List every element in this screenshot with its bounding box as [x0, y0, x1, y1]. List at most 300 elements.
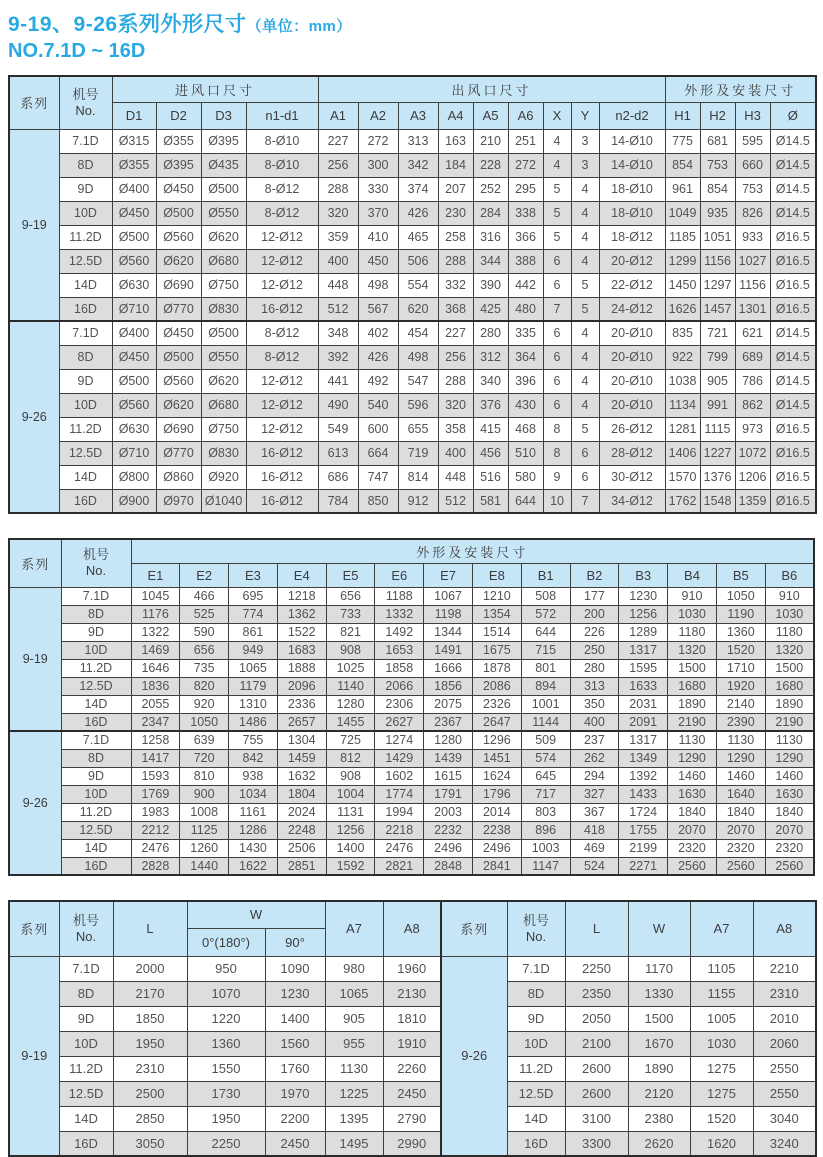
value-cell: Ø500 [156, 201, 201, 225]
table-row [9, 857, 814, 875]
model-no-cell: 14D [59, 465, 112, 489]
value-cell: 358 [438, 417, 473, 441]
value-cell: 1038 [665, 369, 700, 393]
value-cell: 20-Ø10 [599, 345, 665, 369]
value-cell: 1392 [619, 767, 668, 785]
value-cell: 2500 [113, 1081, 187, 1106]
value-cell: Ø14.5 [770, 345, 816, 369]
value-cell: 5 [543, 177, 571, 201]
value-cell: Ø620 [201, 369, 246, 393]
value-cell: 1593 [131, 767, 180, 785]
value-cell: 1500 [668, 659, 717, 677]
value-cell: 717 [521, 785, 570, 803]
value-cell: 2055 [131, 695, 180, 713]
value-cell: 6 [543, 345, 571, 369]
value-cell: 2075 [424, 695, 473, 713]
series-label: 9-19 [9, 956, 59, 1156]
value-cell: 1994 [375, 803, 424, 821]
model-no-cell: 16D [59, 1131, 113, 1156]
value-cell: 8-Ø12 [246, 321, 318, 345]
value-cell: 1130 [716, 731, 765, 749]
model-no-cell: 9D [59, 369, 112, 393]
col-header-d2: D2 [156, 102, 201, 129]
value-cell: 1630 [765, 785, 814, 803]
value-cell: Ø920 [201, 465, 246, 489]
value-cell: Ø710 [112, 297, 156, 321]
value-cell: 1878 [472, 659, 521, 677]
value-cell: 574 [521, 749, 570, 767]
value-cell: Ø500 [201, 321, 246, 345]
value-cell: 20-Ø10 [599, 369, 665, 393]
value-cell: 4 [571, 369, 599, 393]
value-cell: 1344 [424, 623, 473, 641]
model-no-cell: 12.5D [61, 821, 131, 839]
value-cell: 933 [735, 225, 770, 249]
value-cell: 1049 [665, 201, 700, 225]
value-cell: 8 [543, 441, 571, 465]
value-cell: 512 [318, 297, 358, 321]
value-cell: 177 [570, 587, 619, 605]
table-row [9, 659, 814, 677]
value-cell: 2031 [619, 695, 668, 713]
value-cell: 2070 [668, 821, 717, 839]
value-cell: 2560 [668, 857, 717, 875]
col-header-b1: B1 [521, 563, 570, 587]
value-cell: 4 [571, 345, 599, 369]
value-cell: 2238 [472, 821, 521, 839]
value-cell: 1457 [700, 297, 735, 321]
table-row [9, 441, 816, 465]
value-cell: 12-Ø12 [246, 417, 318, 441]
value-cell: 344 [473, 249, 508, 273]
table-row [9, 749, 814, 767]
value-cell: Ø500 [156, 345, 201, 369]
value-cell: 2200 [265, 1106, 325, 1131]
table-row [9, 129, 816, 153]
value-cell: 1130 [765, 731, 814, 749]
value-cell: 388 [508, 249, 543, 273]
value-cell: 656 [180, 641, 229, 659]
value-cell: 524 [570, 857, 619, 875]
model-no-cell: 16D [61, 857, 131, 875]
value-cell: 418 [570, 821, 619, 839]
value-cell: 1296 [472, 731, 521, 749]
series-label: 9-19 [9, 587, 61, 731]
value-cell: Ø860 [156, 465, 201, 489]
value-cell: 753 [735, 177, 770, 201]
value-cell: 425 [473, 297, 508, 321]
value-cell: 1970 [265, 1081, 325, 1106]
value-cell: 980 [325, 956, 383, 981]
value-cell: 1840 [765, 803, 814, 821]
col-header-series: 系列 [9, 539, 61, 587]
value-cell: 1856 [424, 677, 473, 695]
value-cell: 810 [180, 767, 229, 785]
value-cell: 14-Ø10 [599, 129, 665, 153]
value-cell: 775 [665, 129, 700, 153]
group-header-inlet: 进风口尺寸 [112, 76, 318, 102]
value-cell: 295 [508, 177, 543, 201]
model-no-cell: 11.2D [59, 1056, 113, 1081]
value-cell: 1836 [131, 677, 180, 695]
value-cell: 1161 [229, 803, 278, 821]
model-no-cell: 9D [59, 177, 112, 201]
value-cell: 3300 [565, 1131, 628, 1156]
value-cell: 2848 [424, 857, 473, 875]
value-cell: 3100 [565, 1106, 628, 1131]
col-header-a6: A6 [508, 102, 543, 129]
value-cell: 1225 [325, 1081, 383, 1106]
model-no-cell: 7.1D [59, 321, 112, 345]
value-cell: 1429 [375, 749, 424, 767]
value-cell: 441 [318, 369, 358, 393]
value-cell: 4 [543, 129, 571, 153]
value-cell: 1180 [668, 623, 717, 641]
model-no-cell: 10D [61, 785, 131, 803]
value-cell: 1297 [700, 273, 735, 297]
value-cell: 2070 [716, 821, 765, 839]
value-cell: 2091 [619, 713, 668, 731]
value-cell: 184 [438, 153, 473, 177]
value-cell: 2050 [565, 1006, 628, 1031]
value-cell: 1810 [383, 1006, 441, 1031]
value-cell: 390 [473, 273, 508, 297]
value-cell: 18-Ø12 [599, 225, 665, 249]
value-cell: 1027 [735, 249, 770, 273]
col-header-w0: 0°(180°) [187, 928, 265, 956]
value-cell: 1796 [472, 785, 521, 803]
value-cell: 509 [521, 731, 570, 749]
value-cell: 227 [438, 321, 473, 345]
value-cell: 2260 [383, 1056, 441, 1081]
table-row [9, 677, 814, 695]
value-cell: 2647 [472, 713, 521, 731]
value-cell: 1890 [765, 695, 814, 713]
value-cell: 1514 [472, 623, 521, 641]
value-cell: 1710 [716, 659, 765, 677]
value-cell: 1400 [265, 1006, 325, 1031]
col-header-h3: H3 [735, 102, 770, 129]
value-cell: 1125 [180, 821, 229, 839]
value-cell: 1460 [716, 767, 765, 785]
value-cell: 2560 [765, 857, 814, 875]
value-cell: 370 [358, 201, 398, 225]
value-cell: 6 [571, 465, 599, 489]
value-cell: 1983 [131, 803, 180, 821]
value-cell: 1469 [131, 641, 180, 659]
table-row [9, 297, 816, 321]
value-cell: 327 [570, 785, 619, 803]
value-cell: 5 [571, 417, 599, 441]
value-cell: 1354 [472, 605, 521, 623]
value-cell: 12-Ø12 [246, 273, 318, 297]
value-cell: 410 [358, 225, 398, 249]
value-cell: 1633 [619, 677, 668, 695]
value-cell: 330 [358, 177, 398, 201]
value-cell: 1622 [229, 857, 278, 875]
value-cell: 1005 [690, 1006, 753, 1031]
model-no-cell: 10D [61, 641, 131, 659]
value-cell: 2550 [753, 1081, 816, 1106]
value-cell: 4 [571, 249, 599, 273]
table-row [9, 369, 816, 393]
value-cell: 12-Ø12 [246, 249, 318, 273]
value-cell: 644 [508, 489, 543, 513]
model-no-cell: 7.1D [61, 731, 131, 749]
value-cell: 1850 [113, 1006, 187, 1031]
value-cell: 2560 [716, 857, 765, 875]
col-header-n2d2: n2-d2 [599, 102, 665, 129]
value-cell: 922 [665, 345, 700, 369]
model-no-cell: 16D [59, 489, 112, 513]
col-header-series: 系列 [9, 76, 59, 129]
value-cell: 200 [570, 605, 619, 623]
value-cell: 1395 [325, 1106, 383, 1131]
value-cell: Ø620 [156, 393, 201, 417]
value-cell: 210 [473, 129, 508, 153]
value-cell: 12-Ø12 [246, 393, 318, 417]
value-cell: 854 [700, 177, 735, 201]
value-cell: 280 [473, 321, 508, 345]
table-row [9, 839, 814, 857]
value-cell: 1280 [424, 731, 473, 749]
model-no-cell: 8D [507, 981, 565, 1006]
value-cell: 1495 [325, 1131, 383, 1156]
value-cell: 801 [521, 659, 570, 677]
value-cell: Ø550 [201, 201, 246, 225]
value-cell: 2232 [424, 821, 473, 839]
value-cell: 3050 [113, 1131, 187, 1156]
value-cell: 1275 [690, 1081, 753, 1106]
value-cell: 1144 [521, 713, 570, 731]
value-cell: 465 [398, 225, 438, 249]
col-header-model-cn: 机号 [82, 547, 109, 562]
value-cell: 910 [668, 587, 717, 605]
value-cell: 1950 [187, 1106, 265, 1131]
value-cell: Ø14.5 [770, 393, 816, 417]
model-no-cell: 14D [59, 1106, 113, 1131]
value-cell: 1320 [765, 641, 814, 659]
col-header-w90: 90° [265, 928, 325, 956]
group-header-mounting: 外形及安装尺寸 [665, 76, 816, 102]
value-cell: 250 [570, 641, 619, 659]
value-cell: 448 [318, 273, 358, 297]
col-header-a2: A2 [358, 102, 398, 129]
page-title-unit: （单位：mm） [246, 18, 352, 35]
value-cell: 1156 [735, 273, 770, 297]
table-row [9, 201, 816, 225]
group-header-w: W [187, 901, 325, 928]
value-cell: 400 [570, 713, 619, 731]
col-header-a5: A5 [473, 102, 508, 129]
table-row [9, 767, 814, 785]
value-cell: 1620 [690, 1131, 753, 1156]
value-cell: 973 [735, 417, 770, 441]
value-cell: 938 [229, 767, 278, 785]
value-cell: 20-Ø12 [599, 249, 665, 273]
value-cell: Ø355 [156, 129, 201, 153]
value-cell: Ø690 [156, 273, 201, 297]
value-cell: Ø16.5 [770, 417, 816, 441]
value-cell: 1289 [619, 623, 668, 641]
value-cell: 2320 [668, 839, 717, 857]
value-cell: 320 [438, 393, 473, 417]
model-no-cell: 10D [59, 201, 112, 225]
value-cell: 252 [473, 177, 508, 201]
value-cell: 715 [521, 641, 570, 659]
col-header-model-en: No. [525, 928, 547, 944]
value-cell: 689 [735, 345, 770, 369]
model-no-cell: 9D [61, 767, 131, 785]
value-cell: 572 [521, 605, 570, 623]
model-no-cell: 8D [61, 605, 131, 623]
value-cell: 2496 [472, 839, 521, 857]
value-cell: 2390 [716, 713, 765, 731]
value-cell: 567 [358, 297, 398, 321]
value-cell: 1290 [716, 749, 765, 767]
value-cell: 1258 [131, 731, 180, 749]
value-cell: 600 [358, 417, 398, 441]
value-cell: 1376 [700, 465, 735, 489]
value-cell: 480 [508, 297, 543, 321]
value-cell: 681 [700, 129, 735, 153]
value-cell: 2347 [131, 713, 180, 731]
value-cell: 6 [543, 393, 571, 417]
model-no-cell: 10D [507, 1031, 565, 1056]
value-cell: 18-Ø10 [599, 201, 665, 225]
value-cell: 1051 [700, 225, 735, 249]
value-cell: 454 [398, 321, 438, 345]
value-cell: 2790 [383, 1106, 441, 1131]
value-cell: 2014 [472, 803, 521, 821]
value-cell: 2218 [375, 821, 424, 839]
value-cell: Ø800 [112, 465, 156, 489]
model-no-cell: 14D [59, 273, 112, 297]
value-cell: Ø1040 [201, 489, 246, 513]
value-cell: 376 [473, 393, 508, 417]
value-cell: Ø630 [112, 417, 156, 441]
value-cell: 16-Ø12 [246, 441, 318, 465]
value-cell: Ø560 [156, 225, 201, 249]
value-cell: 850 [358, 489, 398, 513]
value-cell: 1131 [326, 803, 375, 821]
value-cell: 2248 [277, 821, 326, 839]
value-cell: 1034 [229, 785, 278, 803]
value-cell: 1858 [375, 659, 424, 677]
value-cell: 1304 [277, 731, 326, 749]
value-cell: Ø750 [201, 417, 246, 441]
value-cell: Ø14.5 [770, 369, 816, 393]
value-cell: Ø400 [112, 321, 156, 345]
value-cell: Ø710 [112, 441, 156, 465]
value-cell: 3040 [753, 1106, 816, 1131]
col-header-n1d1: n1-d1 [246, 102, 318, 129]
value-cell: 2350 [565, 981, 628, 1006]
value-cell: 1680 [668, 677, 717, 695]
value-cell: 374 [398, 177, 438, 201]
value-cell: 861 [229, 623, 278, 641]
value-cell: 1451 [472, 749, 521, 767]
value-cell: 1176 [131, 605, 180, 623]
value-cell: 1570 [665, 465, 700, 489]
value-cell: 284 [473, 201, 508, 225]
dimensions-table-3-left [8, 900, 442, 1157]
value-cell: 2271 [619, 857, 668, 875]
value-cell: 784 [318, 489, 358, 513]
col-header-model-cn: 机号 [522, 912, 549, 928]
value-cell: 1459 [277, 749, 326, 767]
value-cell: 2828 [131, 857, 180, 875]
value-cell: 492 [358, 369, 398, 393]
col-header-b4: B4 [668, 563, 717, 587]
value-cell: Ø500 [201, 177, 246, 201]
value-cell: 2841 [472, 857, 521, 875]
value-cell: 1840 [668, 803, 717, 821]
value-cell: 508 [521, 587, 570, 605]
col-header-e3: E3 [229, 563, 278, 587]
value-cell: 490 [318, 393, 358, 417]
value-cell: 8-Ø10 [246, 153, 318, 177]
value-cell: 961 [665, 177, 700, 201]
page-title-main: 9-19、9-26系列外形尺寸 [8, 13, 247, 36]
value-cell: 621 [735, 321, 770, 345]
value-cell: 2096 [277, 677, 326, 695]
value-cell: 821 [326, 623, 375, 641]
value-cell: 1486 [229, 713, 278, 731]
value-cell: 1130 [668, 731, 717, 749]
table-row [441, 956, 816, 981]
value-cell: 230 [438, 201, 473, 225]
value-cell: Ø315 [112, 129, 156, 153]
value-cell: 350 [570, 695, 619, 713]
value-cell: 1550 [187, 1056, 265, 1081]
value-cell: 342 [398, 153, 438, 177]
col-header-model [59, 76, 112, 129]
value-cell: 2326 [472, 695, 521, 713]
value-cell: Ø14.5 [770, 177, 816, 201]
value-cell: 1045 [131, 587, 180, 605]
dimensions-table-2 [8, 538, 815, 876]
value-cell: 1670 [628, 1031, 690, 1056]
value-cell: 1666 [424, 659, 473, 677]
value-cell: 2250 [565, 956, 628, 981]
value-cell: Ø680 [201, 249, 246, 273]
value-cell: 8-Ø12 [246, 201, 318, 225]
value-cell: Ø16.5 [770, 273, 816, 297]
value-cell: 1003 [521, 839, 570, 857]
value-cell: 1760 [265, 1056, 325, 1081]
value-cell: 1522 [277, 623, 326, 641]
table-row [9, 641, 814, 659]
value-cell: 1218 [277, 587, 326, 605]
value-cell: 644 [521, 623, 570, 641]
value-cell: 596 [398, 393, 438, 417]
value-cell: Ø14.5 [770, 153, 816, 177]
value-cell: 686 [318, 465, 358, 489]
table-row [9, 273, 816, 297]
value-cell: 1417 [131, 749, 180, 767]
model-no-cell: 9D [507, 1006, 565, 1031]
value-cell: 1030 [690, 1031, 753, 1056]
value-cell: 6 [571, 441, 599, 465]
value-cell: 1774 [375, 785, 424, 803]
value-cell: 1147 [521, 857, 570, 875]
value-cell: Ø400 [112, 177, 156, 201]
value-cell: 525 [180, 605, 229, 623]
value-cell: 2821 [375, 857, 424, 875]
value-cell: 1320 [668, 641, 717, 659]
value-cell: 313 [570, 677, 619, 695]
